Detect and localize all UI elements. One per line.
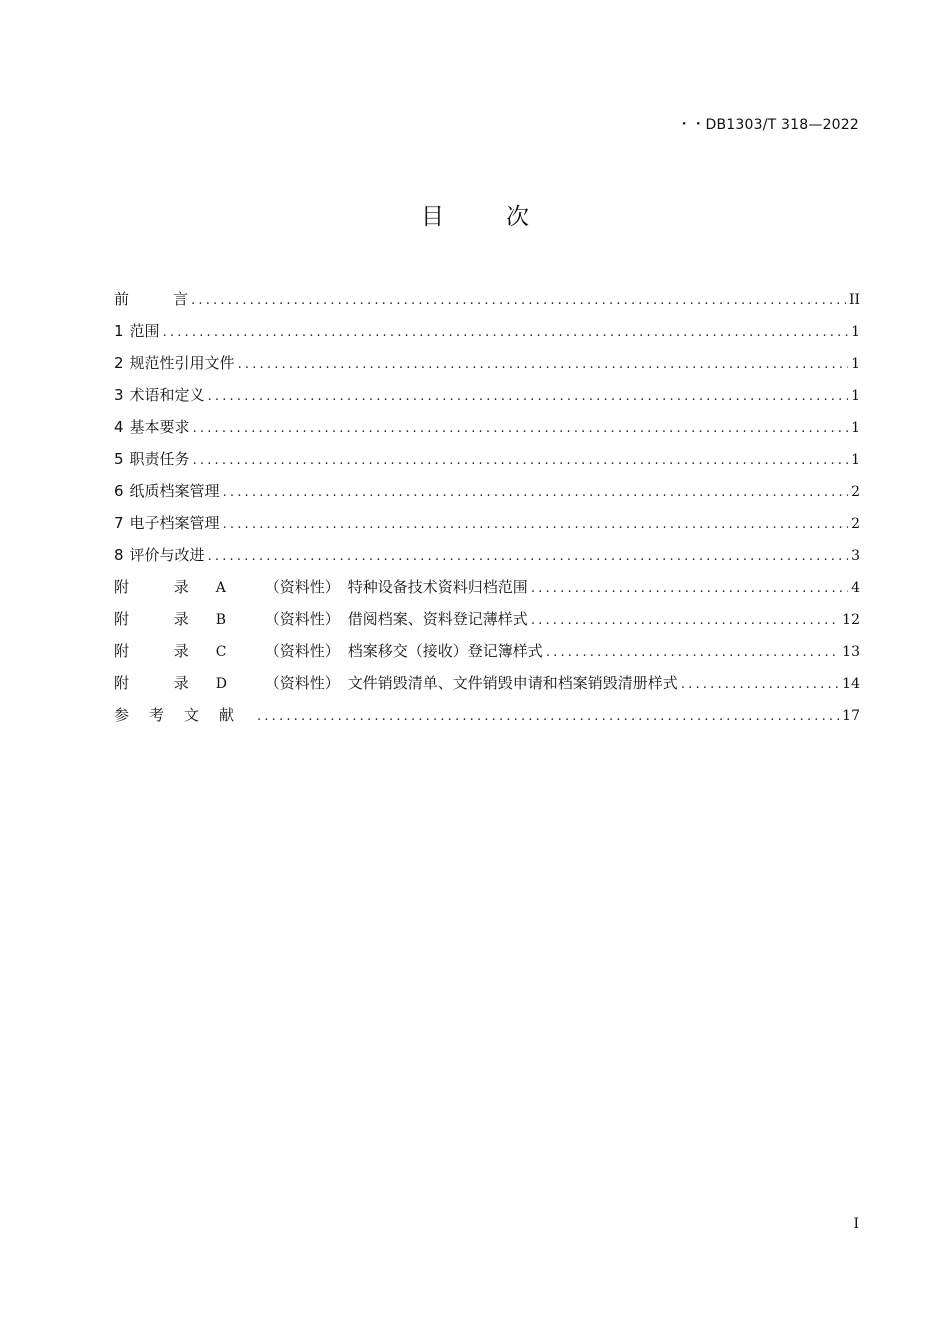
toc-entry-section-7[interactable] — [114, 511, 860, 543]
toc-page-number: 17 — [842, 708, 860, 724]
toc-leader-dots — [531, 577, 848, 601]
toc-appendix-letter: C — [215, 644, 227, 660]
toc-page-number: 4 — [851, 580, 860, 596]
toc-entry-section-6[interactable] — [114, 479, 860, 511]
toc-section-number: 7 — [114, 514, 124, 532]
toc-page-number: 14 — [842, 676, 860, 692]
toc-section-title: 职责任务 — [129, 450, 190, 468]
toc-section-title: 评价与改进 — [129, 546, 205, 564]
toc-entry-section-3[interactable] — [114, 383, 860, 415]
toc-leader-dots — [531, 609, 839, 633]
toc-appendix-word: 附 录 — [114, 674, 209, 692]
toc-appendix-letter: D — [215, 676, 228, 692]
toc-appendix-word: 附 录 — [114, 610, 209, 628]
toc-foreword-char-2: 言 — [173, 290, 189, 308]
toc-page-number: 2 — [851, 516, 860, 532]
toc-entry-section-5[interactable] — [114, 447, 860, 479]
toc-appendix-word: 附 录 — [114, 578, 209, 596]
toc-section-title: 术语和定义 — [129, 386, 205, 404]
toc-leader-dots — [191, 289, 846, 313]
toc-appendix-kind: （资料性） — [264, 642, 340, 660]
toc-leader-dots — [208, 545, 849, 569]
toc-section-number: 2 — [114, 354, 124, 372]
toc-section-title: 规范性引用文件 — [129, 354, 235, 372]
toc-leader-dots — [223, 481, 849, 505]
toc-entry-references[interactable] — [114, 703, 860, 735]
toc-entry-appendix-c[interactable] — [114, 639, 860, 671]
toc-entry-appendix-b[interactable] — [114, 607, 860, 639]
toc-section-title: 基本要求 — [129, 418, 190, 436]
page-number: I — [853, 1216, 859, 1232]
title-char-2: 次 — [506, 204, 529, 230]
toc-appendix-title: 特种设备技术资料归档范围 — [347, 578, 528, 596]
toc-entry-section-1[interactable] — [114, 319, 860, 351]
toc-appendix-kind: （资料性） — [264, 610, 340, 628]
toc-entry-section-4[interactable] — [114, 415, 860, 447]
toc-page-number: 1 — [851, 356, 860, 372]
toc-section-title: 范围 — [129, 322, 160, 340]
toc-leader-dots — [193, 417, 849, 441]
toc-page-number: 3 — [851, 548, 860, 564]
toc-leader-dots — [546, 641, 839, 665]
toc-entry-appendix-d[interactable] — [114, 671, 860, 703]
toc-section-number: 4 — [114, 418, 124, 436]
toc-page-number: 1 — [851, 452, 860, 468]
toc-appendix-title: 文件销毁清单、文件销毁申请和档案销毁清册样式 — [347, 674, 678, 692]
toc-page-number: 2 — [851, 484, 860, 500]
toc-appendix-letter: B — [215, 612, 227, 628]
toc-page-number: 13 — [842, 644, 860, 660]
toc-leader-dots — [238, 353, 849, 377]
toc-references-title: 参考文献 — [114, 706, 255, 724]
toc-page-number: 1 — [851, 420, 860, 436]
title-char-1: 目 — [421, 204, 444, 230]
toc-leader-dots — [193, 449, 849, 473]
toc-leader-dots — [208, 385, 849, 409]
toc-page-number: 12 — [842, 612, 860, 628]
toc-entry-section-2[interactable] — [114, 351, 860, 383]
page-title — [0, 202, 950, 232]
toc-appendix-kind: （资料性） — [264, 674, 340, 692]
toc-appendix-title: 借阅档案、资料登记薄样式 — [347, 610, 528, 628]
toc-entry-section-8[interactable] — [114, 543, 860, 575]
toc-section-number: 3 — [114, 386, 124, 404]
toc-page-number: 1 — [851, 324, 860, 340]
toc-leader-dots — [257, 705, 839, 729]
toc-section-number: 8 — [114, 546, 124, 564]
table-of-contents — [114, 287, 860, 735]
toc-section-number: 6 — [114, 482, 124, 500]
toc-leader-dots — [223, 513, 849, 537]
toc-entry-foreword[interactable] — [114, 287, 860, 319]
toc-appendix-word: 附 录 — [114, 642, 209, 660]
toc-appendix-title: 档案移交（接收）登记簿样式 — [347, 642, 543, 660]
toc-section-title: 纸质档案管理 — [129, 482, 220, 500]
toc-foreword-char-1: 前 — [114, 290, 130, 308]
toc-appendix-kind: （资料性） — [264, 578, 340, 596]
document-code: ・・DB1303/T 318—2022 — [677, 117, 859, 133]
toc-section-number: 1 — [114, 322, 124, 340]
toc-appendix-letter: A — [215, 580, 226, 596]
toc-entry-appendix-a[interactable] — [114, 575, 860, 607]
toc-page-number: II — [848, 292, 860, 308]
toc-leader-dots — [163, 321, 849, 345]
toc-section-title: 电子档案管理 — [129, 514, 220, 532]
toc-leader-dots — [681, 673, 839, 697]
toc-page-number: 1 — [851, 388, 860, 404]
toc-section-number: 5 — [114, 450, 124, 468]
